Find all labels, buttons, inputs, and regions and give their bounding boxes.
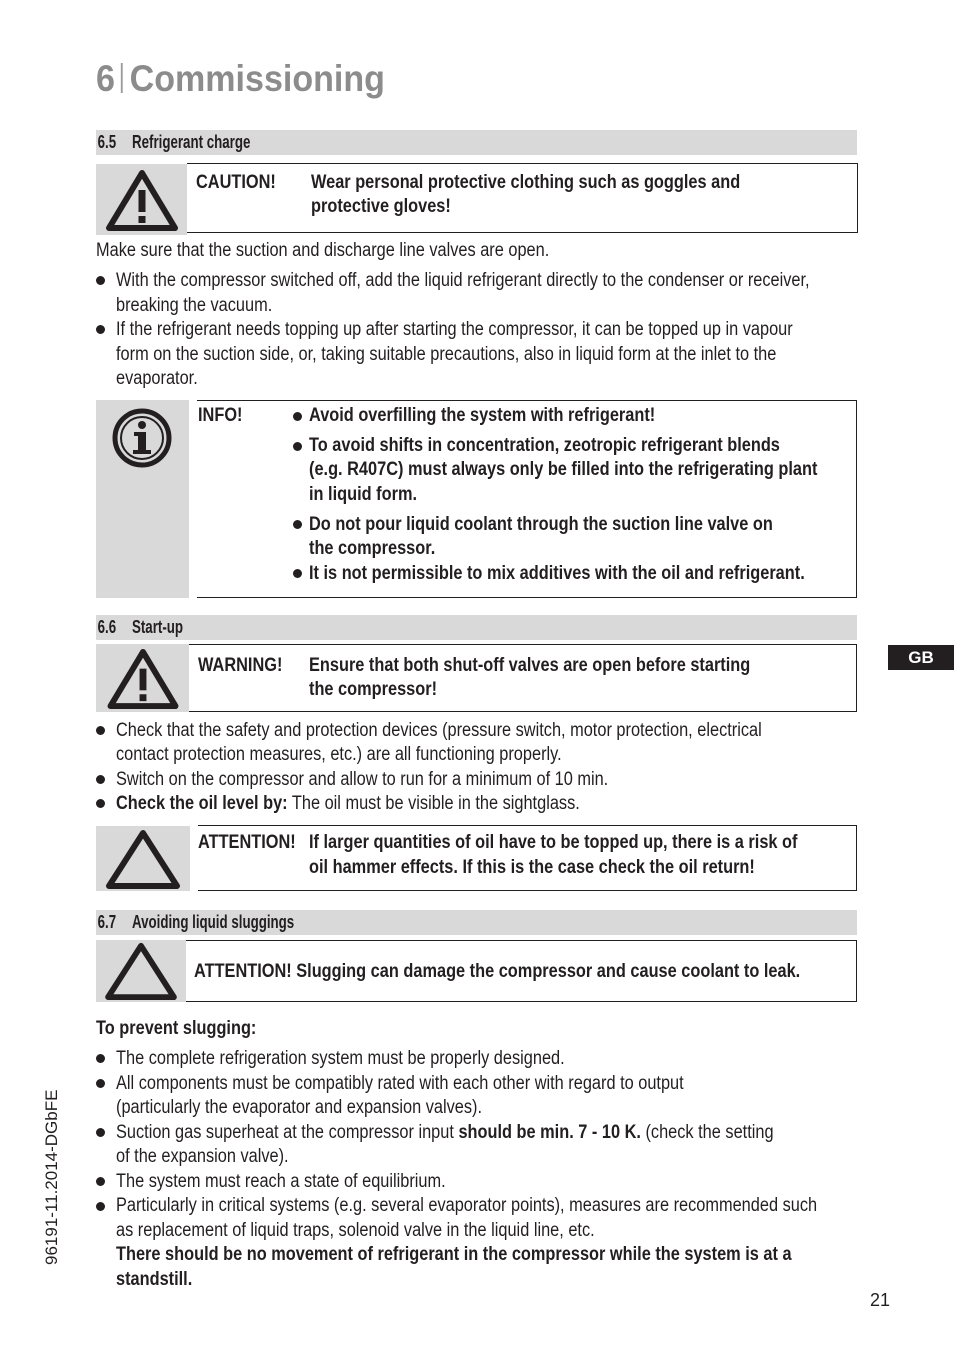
superheat-post: (check the setting: [640, 1122, 774, 1143]
language-tab: GB: [888, 645, 954, 670]
attention-triangle-icon: [103, 941, 179, 1001]
chapter-title: Commissioning: [129, 58, 385, 99]
chapter-heading: [96, 58, 385, 100]
list-item: Particularly in critical systems (e.g. several evaporator points), measures are recommended such: [116, 1195, 818, 1216]
list-item: Switch on the compressor and allow to run for a minimum of 10 min.: [116, 769, 609, 790]
caution-label: CAUTION!: [196, 172, 276, 193]
list-item-bold: There should be no movement of refrigerant in the compressor while the system is at a: [116, 1244, 792, 1265]
list-item-cont: contact protection measures, etc.) are all functioning properly.: [116, 744, 562, 765]
bullet-dot: [293, 569, 302, 578]
list-item-cont: (particularly the evaporator and expansion valves).: [116, 1097, 483, 1118]
info-item: Avoid overfilling the system with refrigerant!: [309, 405, 656, 426]
list-item: The system must reach a state of equilibrium.: [116, 1171, 446, 1192]
section-number: 6.6: [97, 617, 117, 637]
attention-text-line: oil hammer effects. If this is the case check the oil return!: [309, 857, 755, 878]
info-item: It is not permissible to mix additives with the oil and refrigerant.: [309, 563, 805, 584]
attention-icon-cell: [96, 826, 190, 891]
list-item-cont: breaking the vacuum.: [116, 295, 273, 316]
info-circle-icon: [110, 406, 174, 470]
bullet-dot: [96, 276, 105, 285]
info-item: To avoid shifts in concentration, zeotropic refrigerant blends: [309, 435, 780, 456]
oil-check-text: The oil must be visible in the sightglass.: [287, 793, 580, 814]
section-number: 6.7: [97, 912, 117, 932]
chapter-number: 6: [96, 58, 115, 99]
section-title: Refrigerant charge: [132, 132, 251, 152]
caution-icon-cell: [96, 164, 187, 235]
warning-label: WARNING!: [198, 655, 283, 676]
attention-text-line: If larger quantities of oil have to be topped up, there is a risk of: [309, 832, 798, 853]
superheat-bold: should be min. 7 - 10 K.: [458, 1122, 641, 1143]
warning-triangle-icon: [105, 647, 181, 710]
chapter-divider: [120, 63, 122, 93]
warning-triangle-icon: [104, 168, 180, 232]
caution-text-line: Wear personal protective clothing such as goggles and: [311, 172, 741, 193]
attention-icon-cell: [96, 940, 186, 1002]
paragraph: Make sure that the suction and discharge line valves are open.: [96, 240, 550, 261]
list-item: With the compressor switched off, add the liquid refrigerant directly to the condenser or receiver,: [116, 270, 810, 291]
info-item-cont: in liquid form.: [309, 484, 418, 505]
oil-check-bold: Check the oil level by:: [116, 793, 288, 814]
list-item-bold: standstill.: [116, 1269, 193, 1290]
list-item: [116, 1121, 774, 1146]
section-header-6-7: [96, 910, 857, 935]
info-item-cont: (e.g. R407C) must always only be filled into the refrigerating plant: [309, 459, 818, 480]
list-item-cont: of the expansion valve).: [116, 1146, 289, 1167]
info-icon-cell: [96, 400, 189, 598]
section-title: Start-up: [132, 617, 184, 637]
list-item: Check that the safety and protection devices (pressure switch, motor protection, electrical: [116, 720, 762, 741]
list-item: The complete refrigeration system must be properly designed.: [116, 1048, 565, 1069]
bullet-dot: [293, 442, 302, 451]
info-item: Do not pour liquid coolant through the suction line valve on: [309, 514, 773, 535]
bullet-dot: [96, 775, 105, 784]
bullet-dot: [96, 1054, 105, 1063]
section-header-6-6: [96, 615, 857, 640]
bullet-dot: [96, 1177, 105, 1186]
bullet-dot: [293, 412, 302, 421]
warning-icon-cell: [96, 644, 189, 712]
attention-text: ATTENTION! Slugging can damage the compressor and cause coolant to leak.: [194, 961, 801, 982]
list-item: All components must be compatibly rated with each other with regard to output: [116, 1073, 684, 1094]
bullet-dot: [96, 726, 105, 735]
page-number: 21: [870, 1290, 891, 1310]
warning-text-line: Ensure that both shut-off valves are open before starting: [309, 655, 751, 676]
info-label: INFO!: [198, 405, 243, 426]
subheading: To prevent slugging:: [96, 1018, 257, 1039]
document-code: 96191-11.2014-DGbFE: [42, 1089, 61, 1265]
list-item: If the refrigerant needs topping up after starting the compressor, it can be topped up in vapour: [116, 319, 793, 340]
section-number: 6.5: [97, 132, 117, 152]
bullet-dot: [293, 520, 302, 529]
warning-text-line: the compressor!: [309, 679, 438, 700]
bullet-dot: [96, 325, 105, 334]
info-item-cont: the compressor.: [309, 538, 436, 559]
bullet-dot: [96, 1202, 105, 1211]
attention-triangle-icon: [104, 828, 182, 890]
bullet-dot: [96, 1079, 105, 1088]
section-title: Avoiding liquid sluggings: [132, 912, 295, 932]
list-item: [116, 792, 580, 817]
list-item-cont: evaporator.: [116, 368, 198, 389]
list-item-cont: as replacement of liquid traps, solenoid valve in the liquid line, etc.: [116, 1220, 595, 1241]
superheat-text: Suction gas superheat at the compressor input: [116, 1122, 459, 1143]
bullet-dot: [96, 1128, 105, 1137]
bullet-dot: [96, 799, 105, 808]
list-item-cont: form on the suction side, or, taking suitable precautions, also in liquid form at the inlet to the: [116, 344, 777, 365]
caution-text-line: protective gloves!: [311, 196, 451, 217]
section-header-6-5: [96, 130, 857, 155]
attention-label: ATTENTION!: [198, 832, 296, 853]
